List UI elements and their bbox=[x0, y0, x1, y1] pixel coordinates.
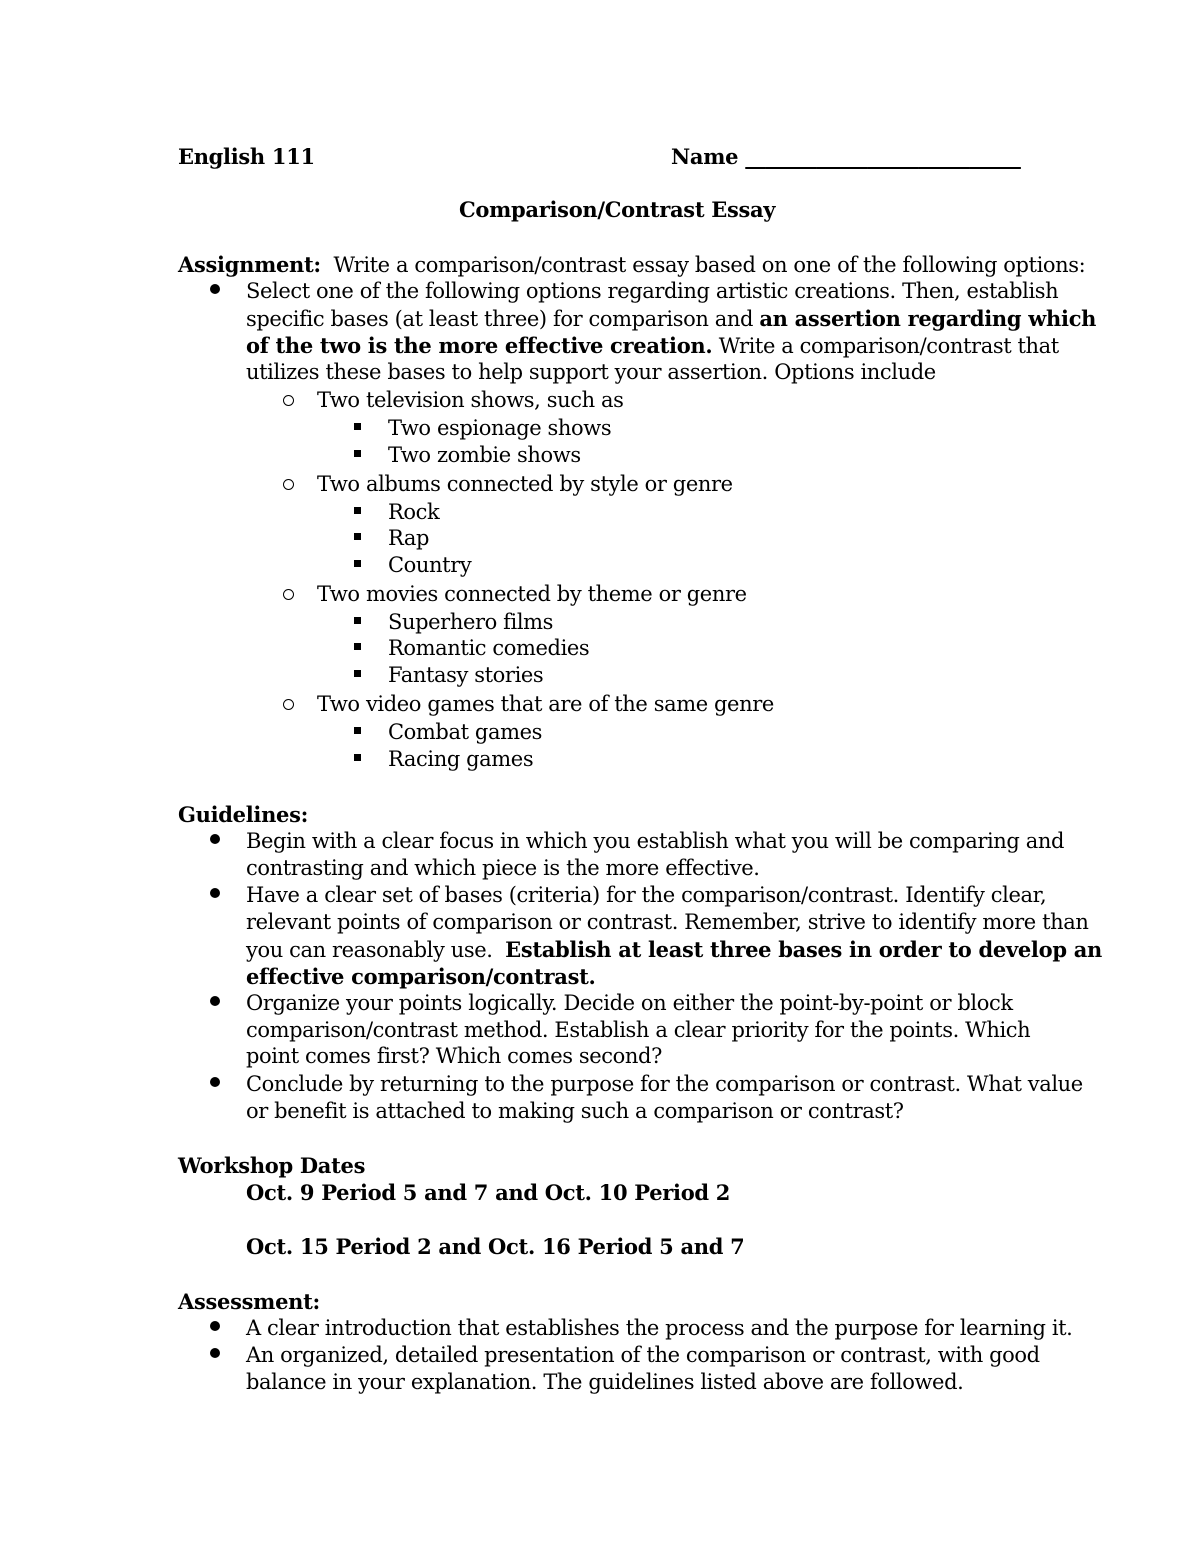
square-bullet-icon bbox=[354, 507, 361, 514]
guideline-line: Have a clear set of bases (criteria) for the comparison/contrast. Identify clear, bbox=[246, 883, 1047, 907]
assignment-bullet-emphasis: of the two is the more effective creation. bbox=[246, 333, 713, 358]
circle-bullet-icon bbox=[283, 589, 294, 600]
option-item: Two espionage shows bbox=[388, 416, 612, 440]
guideline-line: point comes first? Which comes second? bbox=[246, 1044, 662, 1068]
guideline-line: comparison/contrast method. Establish a clear priority for the points. Which bbox=[246, 1018, 1031, 1042]
option-label: Two video games that are of the same genre bbox=[317, 692, 774, 716]
option-label: Two albums connected by style or genre bbox=[317, 472, 733, 496]
assignment-bullet-text: Write a comparison/contrast that bbox=[718, 334, 1059, 358]
guideline-line: or benefit is attached to making such a comparison or contrast? bbox=[246, 1099, 904, 1123]
assessment-heading: Assessment: bbox=[178, 1289, 320, 1314]
workshop-date: Oct. 15 Period 2 and Oct. 16 Period 5 and 7 bbox=[246, 1234, 745, 1259]
square-bullet-icon bbox=[354, 450, 361, 457]
option-item: Rap bbox=[388, 526, 430, 550]
assignment-intro-line bbox=[178, 251, 1085, 279]
bullet-icon bbox=[210, 284, 220, 294]
guideline-line bbox=[246, 936, 1102, 964]
bullet-icon bbox=[210, 1321, 220, 1331]
circle-bullet-icon bbox=[283, 395, 294, 406]
circle-bullet-icon bbox=[283, 699, 294, 710]
course-title: English 111 bbox=[178, 144, 315, 169]
option-item: Combat games bbox=[388, 720, 542, 744]
square-bullet-icon bbox=[354, 727, 361, 734]
square-bullet-icon bbox=[354, 754, 361, 761]
bullet-icon bbox=[210, 888, 220, 898]
assignment-bullet-line-2 bbox=[246, 305, 1096, 333]
guidelines-heading: Guidelines: bbox=[178, 802, 309, 827]
option-item: Romantic comedies bbox=[388, 636, 590, 660]
page-title: Comparison/Contrast Essay bbox=[459, 197, 776, 222]
option-item: Country bbox=[388, 553, 472, 577]
square-bullet-icon bbox=[354, 643, 361, 650]
assignment-bullet-line-1: Select one of the following options regarding artistic creations. Then, establish bbox=[246, 279, 1059, 303]
bullet-icon bbox=[210, 834, 220, 844]
square-bullet-icon bbox=[354, 560, 361, 567]
square-bullet-icon bbox=[354, 617, 361, 624]
guideline-emphasis: Establish at least three bases in order to develop an bbox=[505, 937, 1102, 962]
bullet-icon bbox=[210, 996, 220, 1006]
square-bullet-icon bbox=[354, 533, 361, 540]
guideline-line: Begin with a clear focus in which you establish what you will be comparing and bbox=[246, 829, 1065, 853]
option-item: Rock bbox=[388, 500, 440, 524]
workshop-date: Oct. 9 Period 5 and 7 and Oct. 10 Period 2 bbox=[246, 1180, 731, 1205]
bullet-icon bbox=[210, 1077, 220, 1087]
guideline-line: Organize your points logically. Decide on either the point-by-point or block bbox=[246, 991, 1013, 1015]
option-item: Two zombie shows bbox=[388, 443, 581, 467]
bullet-icon bbox=[210, 1348, 220, 1358]
option-item: Fantasy stories bbox=[388, 663, 544, 687]
assessment-line: balance in your explanation. The guidelines listed above are followed. bbox=[246, 1370, 964, 1394]
assignment-bullet-emphasis: an assertion regarding which bbox=[759, 306, 1097, 331]
name-field-label: Name ___________________________ bbox=[671, 144, 1021, 169]
guideline-line: Conclude by returning to the purpose for the comparison or contrast. What value bbox=[246, 1072, 1083, 1096]
assignment-bullet-line-3 bbox=[246, 332, 1059, 360]
square-bullet-icon bbox=[354, 423, 361, 430]
guideline-text: you can reasonably use. bbox=[246, 938, 493, 962]
assignment-label: Assignment: bbox=[178, 252, 321, 277]
guideline-emphasis: effective comparison/contrast. bbox=[246, 964, 596, 989]
assessment-line: A clear introduction that establishes the process and the purpose for learning it. bbox=[246, 1316, 1073, 1340]
option-label: Two movies connected by theme or genre bbox=[317, 582, 747, 606]
guideline-line: contrasting and which piece is the more effective. bbox=[246, 856, 760, 880]
guideline-line: relevant points of comparison or contrast. Remember, strive to identify more than bbox=[246, 910, 1089, 934]
assessment-line: An organized, detailed presentation of the comparison or contrast, with good bbox=[246, 1343, 1040, 1367]
option-item: Superhero films bbox=[388, 610, 554, 634]
assignment-bullet-line-4: utilizes these bases to help support your assertion. Options include bbox=[246, 360, 936, 384]
workshop-heading: Workshop Dates bbox=[178, 1153, 366, 1178]
option-label: Two television shows, such as bbox=[317, 388, 624, 412]
circle-bullet-icon bbox=[283, 479, 294, 490]
option-item: Racing games bbox=[388, 747, 534, 771]
assignment-intro: Write a comparison/contrast essay based on one of the following options: bbox=[333, 253, 1086, 277]
assignment-bullet-text: specific bases (at least three) for comparison and bbox=[246, 307, 754, 331]
square-bullet-icon bbox=[354, 670, 361, 677]
